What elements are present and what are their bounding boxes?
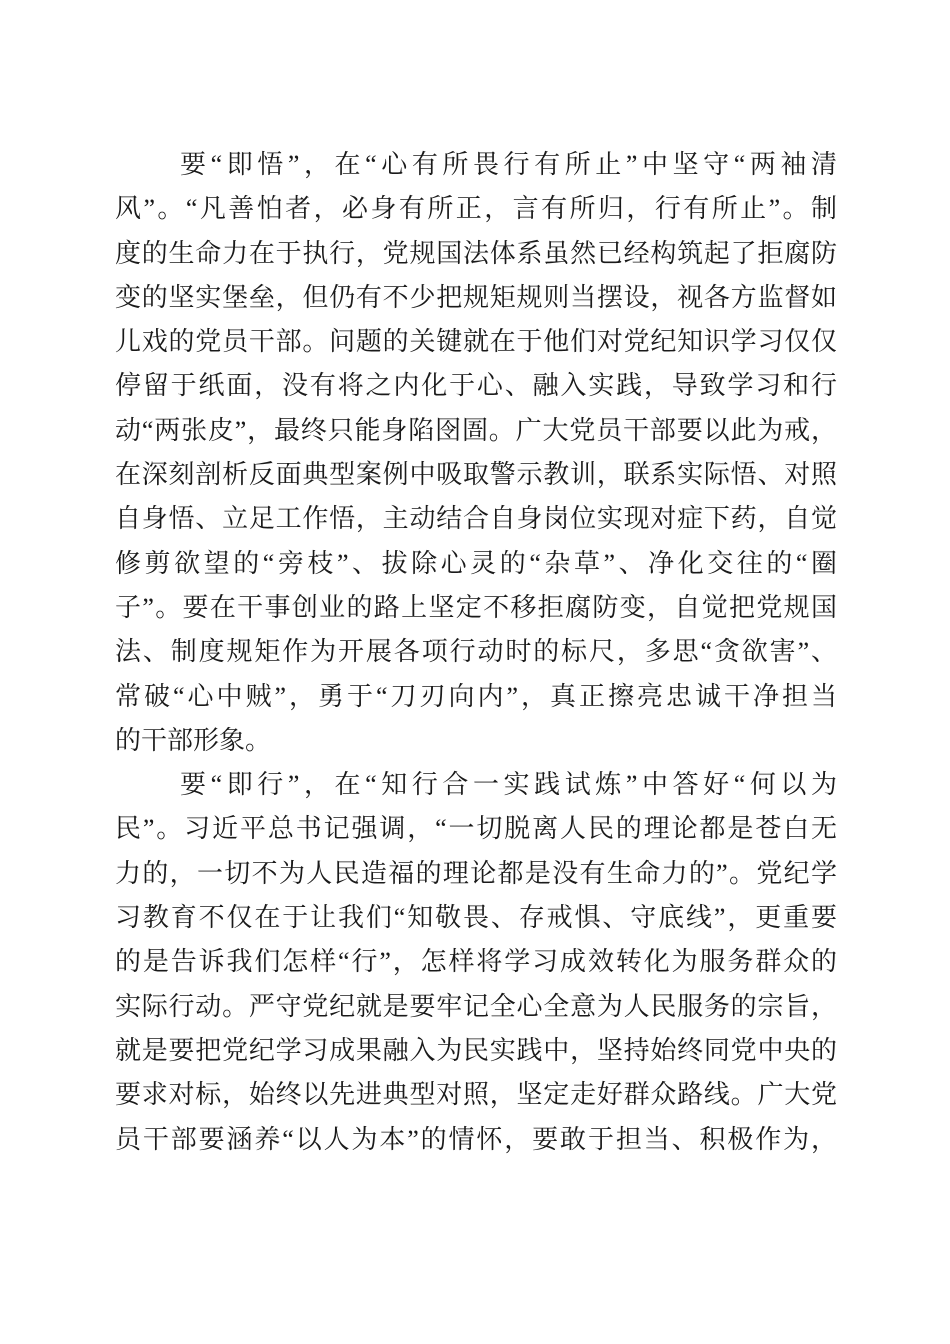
text-line: 常破“心中贼”，勇于“刀刃向内”，真正擦亮忠诚干净担当 bbox=[115, 681, 837, 711]
text-line: 停留于纸面，没有将之内化于心、融入实践，导致学习和行 bbox=[115, 371, 837, 401]
text-line: 法、制度规矩作为开展各项行动时的标尺，多思“贪欲害”、 bbox=[115, 637, 837, 667]
text-line: 实际行动。严守党纪就是要牢记全心全意为人民服务的宗旨， bbox=[115, 991, 837, 1021]
text-line: 自身悟、立足工作悟，主动结合自身岗位实现对症下药，自觉 bbox=[115, 504, 837, 534]
text-line: 就是要把党纪学习成果融入为民实践中，坚持始终同党中央的 bbox=[115, 1035, 837, 1065]
paragraph bbox=[115, 143, 837, 763]
text-line: 的是告诉我们怎样“行”，怎样将学习成效转化为服务群众的 bbox=[115, 947, 837, 977]
text-line: 的干部形象。 bbox=[115, 725, 272, 755]
text-line: 动“两张皮”，最终只能身陷囹圄。广大党员干部要以此为戒， bbox=[115, 415, 837, 445]
text-line: 度的生命力在于执行，党规国法体系虽然已经构筑起了拒腐防 bbox=[115, 238, 837, 268]
text-line: 在深刻剖析反面典型案例中吸取警示教训，联系实际悟、对照 bbox=[115, 460, 837, 490]
text-line: 变的坚实堡垒，但仍有不少把规矩规则当摆设，视各方监督如 bbox=[115, 282, 837, 312]
text-line: 儿戏的党员干部。问题的关键就在于他们对党纪知识学习仅仅 bbox=[115, 327, 837, 357]
text-line: 力的，一切不为人民造福的理论都是没有生命力的”。党纪学 bbox=[115, 858, 837, 888]
text-line: 风”。“凡善怕者，必身有所正，言有所归，行有所止”。制 bbox=[115, 194, 837, 224]
text-line: 要求对标，始终以先进典型对照，坚定走好群众路线。广大党 bbox=[115, 1080, 837, 1110]
text-line: 子”。要在干事创业的路上坚定不移拒腐防变，自觉把党规国 bbox=[115, 592, 837, 622]
text-line: 修剪欲望的“旁枝”、拔除心灵的“杂草”、净化交往的“圈 bbox=[115, 548, 837, 578]
text-content bbox=[115, 143, 837, 1162]
text-line: 要“即行”，在“知行合一实践试炼”中答好“何以为 bbox=[180, 770, 837, 800]
text-line: 要“即悟”，在“心有所畏行有所止”中坚守“两袖清 bbox=[180, 150, 837, 179]
paragraph bbox=[115, 763, 837, 1162]
text-line: 民”。习近平总书记强调，“一切脱离人民的理论都是苍白无 bbox=[115, 814, 837, 844]
text-line: 习教育不仅在于让我们“知敬畏、存戒惧、守底线”，更重要 bbox=[115, 903, 837, 933]
text-line: 员干部要涵养“以人为本”的情怀，要敢于担当、积极作为， bbox=[115, 1124, 837, 1154]
